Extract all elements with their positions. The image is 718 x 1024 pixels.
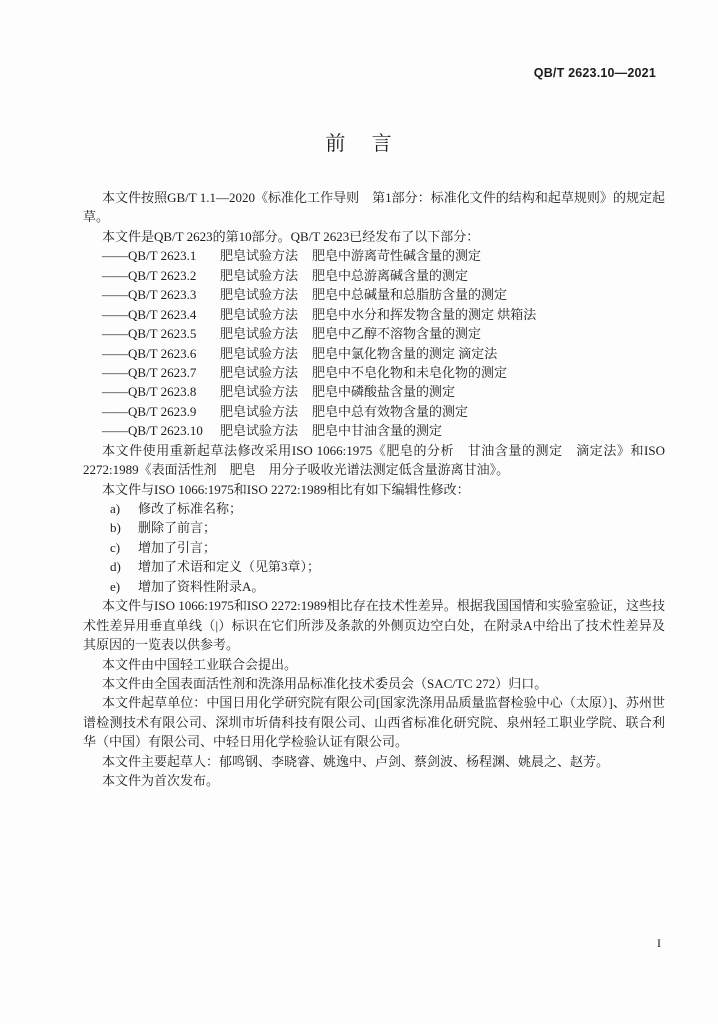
list-item (83, 557, 665, 576)
part-method: 肥皂试验方法 (220, 403, 299, 419)
part-title: 肥皂中磷酸盐含量的测定 (312, 384, 456, 400)
list-item (83, 382, 665, 401)
list-item (83, 285, 665, 304)
drafting-units-paragraph: 本文件起草单位：中国日用化学研究院有限公司[国家洗涤用品质量监督检验中心（太原）]、苏州世谱检测技术有限公司、深圳市圻倩科技有限公司、山西省标准化研究院、泉州轻工职业学院、联合利华（中国）有限公司、中轻日用化学检验认证有限公司。 (83, 695, 665, 750)
part-method: 肥皂试验方法 (220, 267, 299, 283)
page-number: I (657, 936, 661, 950)
part-title: 肥皂中总有效物含量的测定 (312, 403, 469, 419)
list-item (83, 324, 665, 343)
list-marker: b) (110, 520, 121, 536)
list-item (83, 538, 665, 557)
part-code: ——QB/T 2623.5 (102, 326, 197, 342)
part-method: 肥皂试验方法 (220, 248, 299, 264)
list-item (83, 421, 665, 440)
list-item (83, 246, 665, 265)
part-title: 肥皂中乙醇不溶物含量的测定 (312, 326, 482, 342)
part-method: 肥皂试验方法 (220, 287, 299, 303)
list-marker: a) (110, 501, 121, 516)
list-item (83, 363, 665, 382)
list-item-text: 增加了引言； (138, 539, 217, 555)
part-code: ——QB/T 2623.3 (102, 287, 197, 303)
list-item (83, 577, 665, 596)
part-code: ——QB/T 2623.10 (102, 423, 203, 439)
list-marker: e) (110, 578, 121, 594)
part-method: 肥皂试验方法 (220, 384, 299, 400)
part-code: ——QB/T 2623.7 (102, 364, 197, 380)
list-item-text: 修改了标准名称； (138, 501, 243, 516)
intro-paragraph: 本文件按照GB/T 1.1—2020《标准化工作导则 第1部分：标准化文件的结构和起草规则》的规定起草。 (83, 190, 665, 225)
standard-number: QB/T 2623.10—2021 (533, 66, 656, 80)
list-item-text: 增加了术语和定义（见第3章）； (138, 559, 321, 575)
list-item (83, 499, 665, 518)
part-title: 肥皂中水分和挥发物含量的测定 烘箱法 (312, 306, 537, 322)
part-method: 肥皂试验方法 (220, 345, 299, 361)
list-marker: d) (110, 559, 121, 575)
list-item (83, 266, 665, 285)
part-code: ——QB/T 2623.9 (102, 403, 197, 419)
part-code: ——QB/T 2623.8 (102, 384, 197, 400)
proposed-by-paragraph: 本文件由中国轻工业联合会提出。 (102, 656, 298, 672)
editorial-changes-list (83, 499, 665, 596)
part-title: 肥皂中不皂化物和未皂化物的测定 (312, 364, 508, 380)
part-title: 肥皂中氯化物含量的测定 滴定法 (312, 345, 498, 361)
editorial-intro-paragraph: 本文件与ISO 1066:1975和ISO 2272:1989相比有如下编辑性修改： (102, 481, 470, 497)
first-release-paragraph: 本文件为首次发布。 (102, 773, 220, 789)
part-method: 肥皂试验方法 (220, 306, 299, 322)
technical-differences-paragraph: 本文件与ISO 1066:1975和ISO 2272:1989相比存在技术性差异。根据我国国情和实验室验证，这些技术性差异用垂直单线（|）标识在它们所涉及条款的外侧页边空白处，在附录A中给出了技术性差异及其原因的一览表以供参考。 (83, 598, 665, 653)
part-code: ——QB/T 2623.4 (102, 306, 197, 322)
part-title: 肥皂中总碱量和总脂肪含量的测定 (312, 287, 508, 303)
foreword-body (83, 188, 665, 791)
list-item-text: 删除了前言； (138, 520, 217, 536)
list-item (83, 402, 665, 421)
part-method: 肥皂试验方法 (220, 423, 299, 439)
list-item (83, 518, 665, 537)
part-code: ——QB/T 2623.2 (102, 267, 197, 283)
centralized-by-paragraph: 本文件由全国表面活性剂和洗涤用品标准化技术委员会（SAC/TC 272）归口。 (102, 675, 548, 691)
list-marker: c) (110, 539, 121, 555)
drafters-paragraph: 本文件主要起草人：郁鸣钢、李晓睿、姚逸中、卢剑、蔡剑波、杨程渊、姚晨之、赵芳。 (102, 753, 610, 769)
part-code: ——QB/T 2623.1 (102, 248, 197, 264)
parts-intro-paragraph: 本文件是QB/T 2623的第10部分。QB/T 2623已经发布了以下部分： (102, 228, 480, 244)
part-title: 肥皂中甘油含量的测定 (312, 423, 443, 439)
adoption-paragraph: 本文件使用重新起草法修改采用ISO 1066:1975《肥皂的分析 甘油含量的测定 滴定法》和ISO 2272:1989《表面活性剂 肥皂 用分子吸收光谱法测定低含量游离甘油》。 (83, 442, 665, 478)
part-title: 肥皂中总游离碱含量的测定 (312, 267, 469, 283)
list-item (83, 305, 665, 324)
list-item-text: 增加了资料性附录A。 (138, 578, 265, 594)
part-code: ——QB/T 2623.6 (102, 345, 197, 361)
list-item (83, 344, 665, 363)
parts-list (83, 246, 665, 440)
part-method: 肥皂试验方法 (220, 364, 299, 380)
page-title: 前 言 (325, 131, 393, 155)
part-method: 肥皂试验方法 (220, 326, 299, 342)
part-title: 肥皂中游离苛性碱含量的测定 (312, 248, 482, 264)
